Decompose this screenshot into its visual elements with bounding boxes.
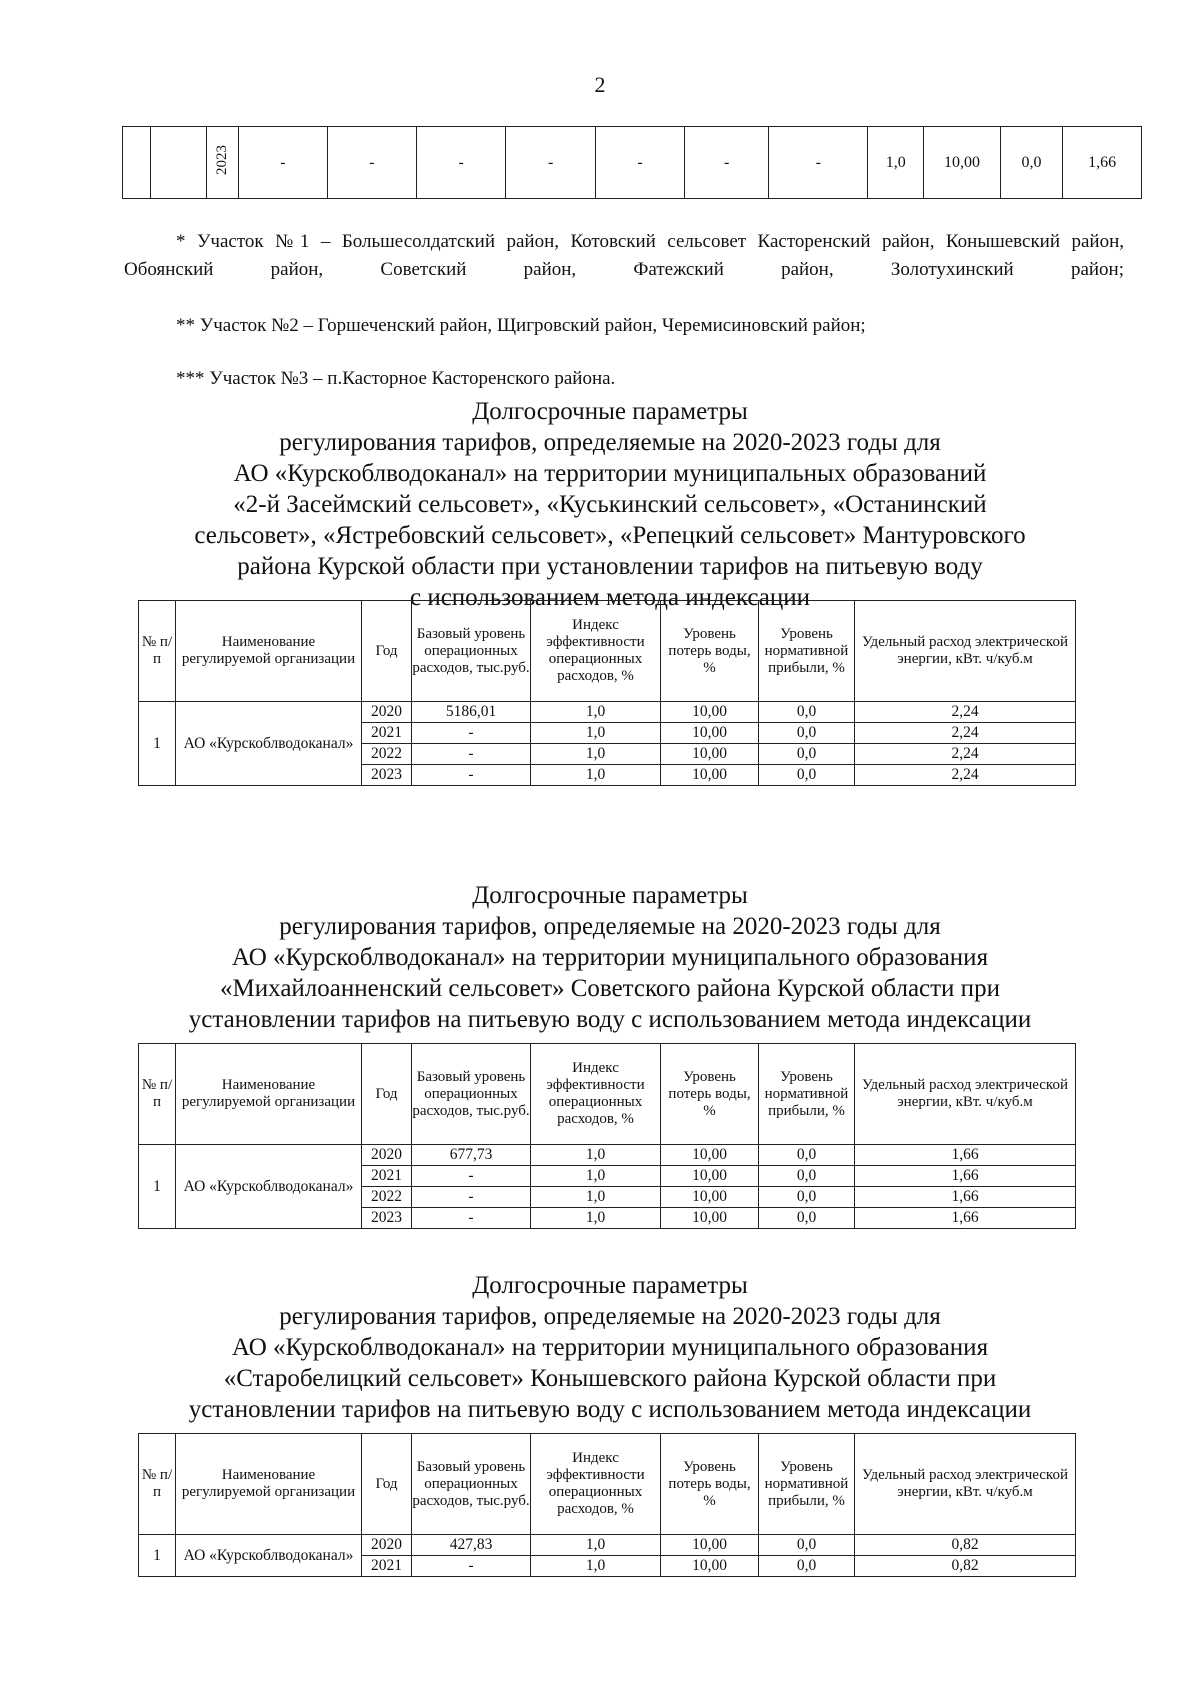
index: 1,0 xyxy=(531,744,661,765)
index: 1,0 xyxy=(531,1556,661,1577)
header-year: Год xyxy=(362,1434,412,1535)
index: 1,0 xyxy=(531,1208,661,1229)
base: 427,83 xyxy=(412,1535,531,1556)
header-base: Базовый уровень операционных расходов, тыс.руб. xyxy=(412,1044,531,1145)
header-energy: Удельный расход электрической энергии, кВт. ч/куб.м xyxy=(855,601,1076,702)
params-table xyxy=(138,600,1076,786)
heading-line: района Курской области при установлении тарифов на питьевую воду xyxy=(237,553,983,580)
table-row xyxy=(139,702,1076,723)
index: 1,0 xyxy=(531,765,661,786)
energy: 1,66 xyxy=(855,1208,1076,1229)
year: 2021 xyxy=(362,1166,412,1187)
year: 2021 xyxy=(362,1556,412,1577)
base: - xyxy=(412,1208,531,1229)
row-num: 1 xyxy=(139,1535,176,1577)
profit: 0,0 xyxy=(759,1187,855,1208)
base: - xyxy=(412,1556,531,1577)
year: 2020 xyxy=(362,1145,412,1166)
profit: 0,0 xyxy=(759,1145,855,1166)
header-profit: Уровень нормативной прибыли, % xyxy=(759,601,855,702)
year: 2020 xyxy=(362,702,412,723)
header-energy: Удельный расход электрической энергии, кВт. ч/куб.м xyxy=(855,1044,1076,1145)
loss: 10,00 xyxy=(661,1535,759,1556)
footnote-2: ** Участок №2 – Горшеченский район, Щигровский район, Черемисиновский район; xyxy=(176,315,866,336)
header-org: Наименование регулируемой организации xyxy=(176,1434,362,1535)
year: 2021 xyxy=(362,723,412,744)
heading-line: установлении тарифов на питьевую воду с использованием метода индексации xyxy=(188,1396,1032,1423)
org-name: АО «Курскоблводоканал» xyxy=(176,1145,362,1229)
heading-line: АО «Курскоблводоканал» на территории муниципального образования xyxy=(231,944,989,971)
profit: 0,0 xyxy=(759,702,855,723)
year: 2020 xyxy=(362,1535,412,1556)
row-num: 1 xyxy=(139,702,176,786)
value-cell: 1,0 xyxy=(868,127,924,199)
continuation-table xyxy=(122,126,1142,199)
index: 1,0 xyxy=(531,702,661,723)
org-name: АО «Курскоблводоканал» xyxy=(176,1535,362,1577)
base: - xyxy=(412,765,531,786)
profit: 0,0 xyxy=(759,765,855,786)
profit: 0,0 xyxy=(759,1208,855,1229)
heading-line: сельсовет», «Ястребовский сельсовет», «Репецкий сельсовет» Мантуровского xyxy=(194,522,1026,549)
header-base: Базовый уровень операционных расходов, тыс.руб. xyxy=(412,1434,531,1535)
year: 2023 xyxy=(362,765,412,786)
header-index: Индекс эффективности операционных расходов, % xyxy=(531,1434,661,1535)
energy: 2,24 xyxy=(855,702,1076,723)
loss: 10,00 xyxy=(661,744,759,765)
energy: 2,24 xyxy=(855,765,1076,786)
base: - xyxy=(412,723,531,744)
row-num: 1 xyxy=(139,1145,176,1229)
table-header-row xyxy=(139,1044,1076,1145)
org-name: АО «Курскоблводоканал» xyxy=(176,702,362,786)
value-cell: 0,0 xyxy=(1000,127,1062,199)
header-energy: Удельный расход электрической энергии, кВт. ч/куб.м xyxy=(855,1434,1076,1535)
energy: 1,66 xyxy=(855,1187,1076,1208)
profit: 0,0 xyxy=(759,1556,855,1577)
index: 1,0 xyxy=(531,1535,661,1556)
loss: 10,00 xyxy=(661,765,759,786)
profit: 0,0 xyxy=(759,723,855,744)
heading-line: АО «Курскоблводоканал» на территории муниципального образования xyxy=(231,1334,989,1361)
heading-line: Долгосрочные параметры xyxy=(472,1272,748,1299)
table-header-row xyxy=(139,601,1076,702)
header-profit: Уровень нормативной прибыли, % xyxy=(759,1434,855,1535)
header-profit: Уровень нормативной прибыли, % xyxy=(759,1044,855,1145)
header-org: Наименование регулируемой организации xyxy=(176,601,362,702)
table-header-row xyxy=(139,1434,1076,1535)
loss: 10,00 xyxy=(661,1208,759,1229)
loss: 10,00 xyxy=(661,1187,759,1208)
energy: 0,82 xyxy=(855,1556,1076,1577)
heading-line: регулирования тарифов, определяемые на 2020-2023 годы для xyxy=(279,1303,941,1330)
year: 2022 xyxy=(362,744,412,765)
dash-cell: - xyxy=(595,127,684,199)
profit: 0,0 xyxy=(759,744,855,765)
index: 1,0 xyxy=(531,1166,661,1187)
loss: 10,00 xyxy=(661,723,759,744)
header-num: № п/п xyxy=(139,1044,176,1145)
base: - xyxy=(412,1187,531,1208)
section-heading xyxy=(130,880,1090,1035)
year: 2022 xyxy=(362,1187,412,1208)
energy: 2,24 xyxy=(855,723,1076,744)
base: 677,73 xyxy=(412,1145,531,1166)
table-row xyxy=(139,1145,1076,1166)
profit: 0,0 xyxy=(759,1535,855,1556)
heading-line: регулирования тарифов, определяемые на 2020-2023 годы для xyxy=(279,913,941,940)
dash-cell: - xyxy=(506,127,595,199)
heading-line: регулирования тарифов, определяемые на 2020-2023 годы для xyxy=(279,429,941,456)
base: - xyxy=(412,1166,531,1187)
energy: 0,82 xyxy=(855,1535,1076,1556)
header-num: № п/ п xyxy=(139,601,176,702)
energy: 2,24 xyxy=(855,744,1076,765)
page-number: 2 xyxy=(594,72,606,97)
heading-line: «2-й Засеймский сельсовет», «Куськинский сельсовет», «Останинский xyxy=(233,491,987,518)
header-num: № п/п xyxy=(139,1434,176,1535)
dash-cell: - xyxy=(239,127,327,199)
index: 1,0 xyxy=(531,723,661,744)
header-index: Индекс эффективности операционных расходов, % xyxy=(531,601,661,702)
index: 1,0 xyxy=(531,1145,661,1166)
heading-line: «Старобелицкий сельсовет» Конышевского района Курской области при xyxy=(223,1365,997,1392)
profit: 0,0 xyxy=(759,1166,855,1187)
value-cell: 1,66 xyxy=(1063,127,1142,199)
heading-line: «Михайлоанненский сельсовет» Советского района Курской области при xyxy=(220,975,1000,1002)
loss: 10,00 xyxy=(661,1556,759,1577)
params-table xyxy=(138,1043,1076,1229)
energy: 1,66 xyxy=(855,1166,1076,1187)
footnote-1: * Участок №1 – Большесолдатский район, Котовский сельсовет Касторенский район, Конышевский район, Обоянский район, Советский район, Фатежский район, Золотухинский район; xyxy=(124,231,1124,280)
heading-line: Долгосрочные параметры xyxy=(472,398,748,425)
empty-cell xyxy=(123,127,151,199)
base: - xyxy=(412,744,531,765)
dash-cell: - xyxy=(769,127,868,199)
loss: 10,00 xyxy=(661,1145,759,1166)
heading-line: установлении тарифов на питьевую воду с использованием метода индексации xyxy=(188,1006,1032,1033)
header-index: Индекс эффективности операционных расходов, % xyxy=(531,1044,661,1145)
header-loss: Уровень потерь воды, % xyxy=(661,1434,759,1535)
heading-line: Долгосрочные параметры xyxy=(472,882,748,909)
header-loss: Уровень потерь воды, % xyxy=(661,601,759,702)
table-row xyxy=(139,1535,1076,1556)
energy: 1,66 xyxy=(855,1145,1076,1166)
section-heading xyxy=(130,396,1090,613)
value-cell: 10,00 xyxy=(924,127,1000,199)
footnote-3: *** Участок №3 – п.Касторное Касторенского района. xyxy=(176,368,616,389)
dash-cell: - xyxy=(327,127,416,199)
header-loss: Уровень потерь воды, % xyxy=(661,1044,759,1145)
header-base: Базовый уровень операционных расходов, тыс.руб. xyxy=(412,601,531,702)
year-cell: 2023 xyxy=(207,127,239,199)
heading-line: с использованием метода индексации xyxy=(409,584,811,611)
dash-cell: - xyxy=(417,127,506,199)
heading-line: АО «Курскоблводоканал» на территории муниципальных образований xyxy=(233,460,987,487)
base: 5186,01 xyxy=(412,702,531,723)
header-org: Наименование регулируемой организации xyxy=(176,1044,362,1145)
params-table xyxy=(138,1433,1076,1577)
header-year: Год xyxy=(362,601,412,702)
year: 2023 xyxy=(362,1208,412,1229)
section-heading xyxy=(130,1270,1090,1425)
index: 1,0 xyxy=(531,1187,661,1208)
loss: 10,00 xyxy=(661,1166,759,1187)
dash-cell: - xyxy=(685,127,769,199)
loss: 10,00 xyxy=(661,702,759,723)
empty-cell xyxy=(151,127,207,199)
header-year: Год xyxy=(362,1044,412,1145)
